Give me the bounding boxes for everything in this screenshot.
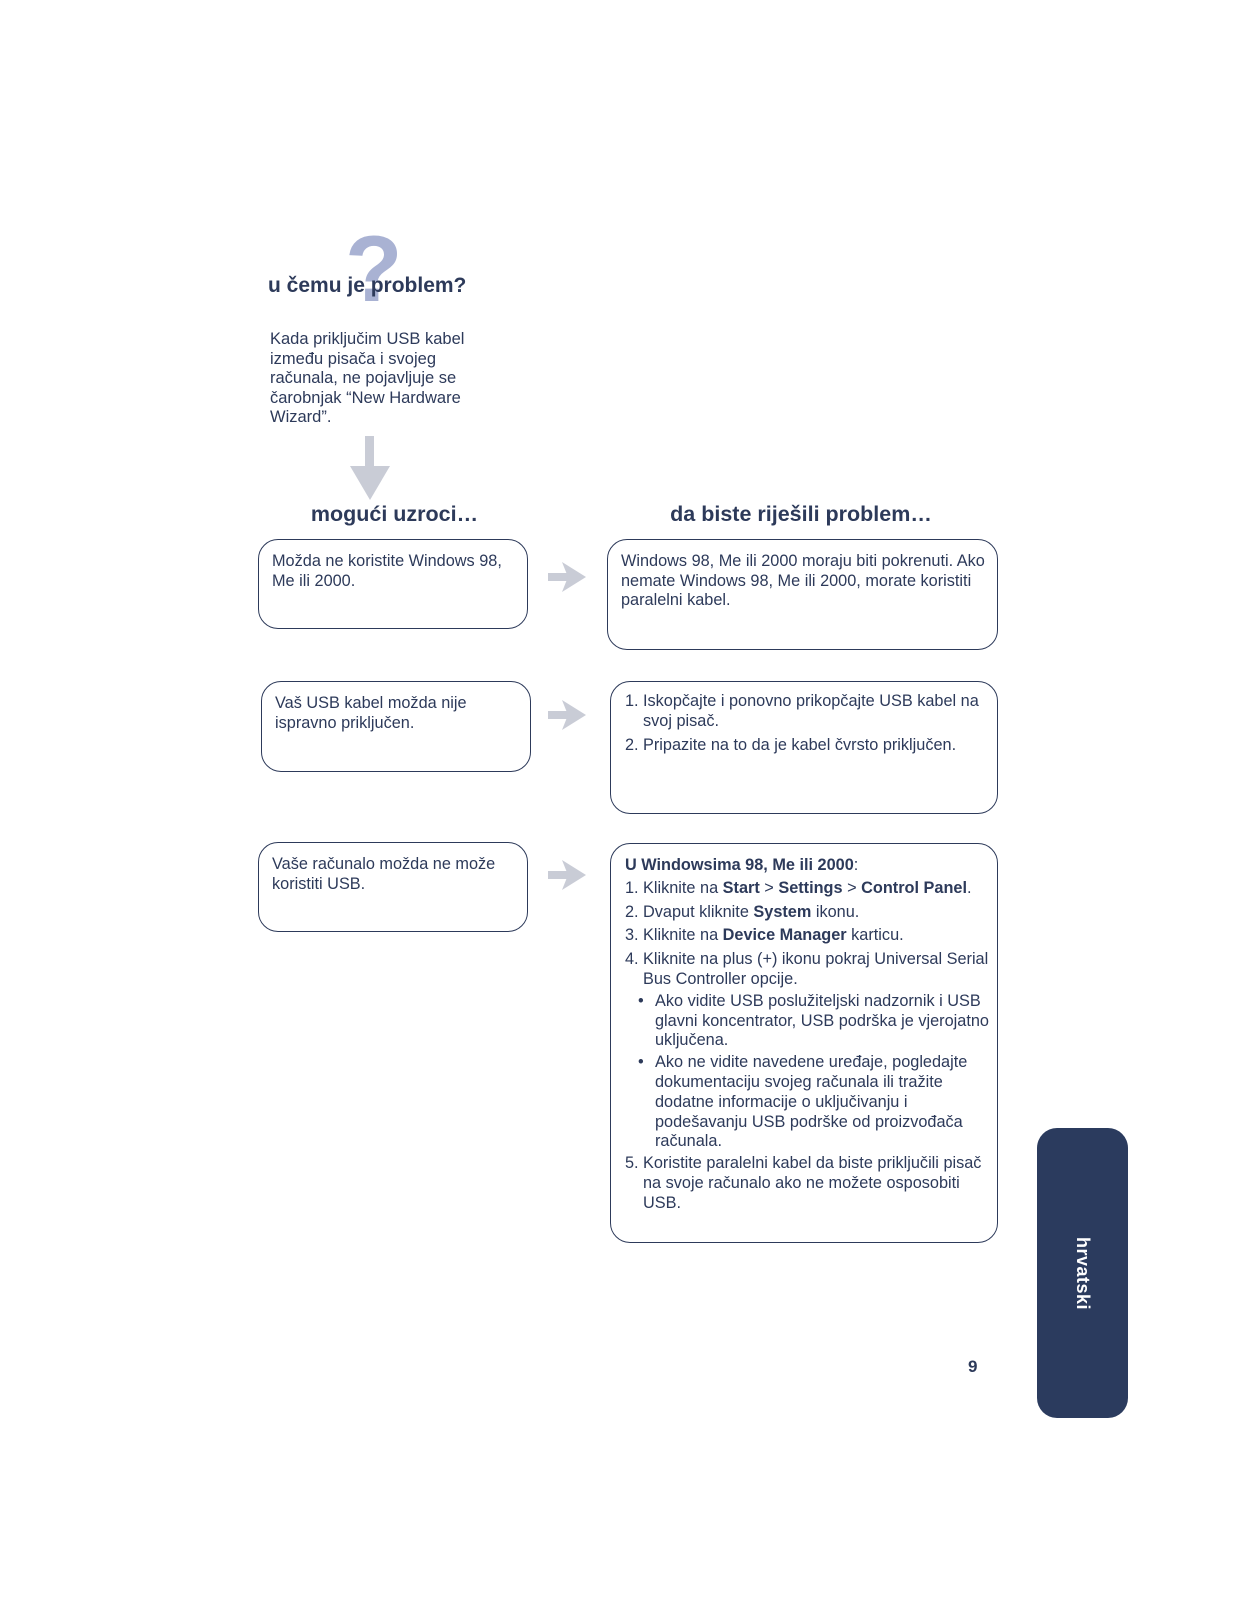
solution-steps xyxy=(625,879,991,1214)
bullet-item: • Ako vidite USB poslužiteljski nadzornik i USB glavni koncentrator, USB podrška je vjerojatno uključena. xyxy=(638,991,989,1050)
right-arrow-icon xyxy=(548,700,586,730)
list-item: 2. Dvaput kliknite System ikonu. xyxy=(625,902,860,921)
solution-box-3 xyxy=(610,843,998,1243)
list-item: 5. Koristite paralelni kabel da biste priključili pisač na svoje računalo ako ne možete osposobiti USB. xyxy=(625,1154,982,1212)
down-arrow-icon xyxy=(350,436,390,502)
list-item: 1. Kliknite na Start > Settings > Control Panel. xyxy=(625,878,972,897)
bullet-list xyxy=(625,992,991,1152)
language-label: hrvatski xyxy=(1072,1236,1093,1310)
language-tab xyxy=(1037,1128,1128,1418)
list-item: 4. Kliknite na plus (+) ikonu pokraj Universal Serial Bus Controller opcije. • Ako vidite USB poslužiteljski nadzornik i USB glavni koncentrator, USB podrška je vjerojatno uključena. • Ako ne vidite navedene uređaje, pogledajte dokumentaciju svojeg računala ili tražite dodatne informacije o uključivanju i podešavanju USB podrške od proizvođača računala. xyxy=(625,950,991,1152)
question-mark-icon: ? xyxy=(345,216,403,321)
problem-description: Kada priključim USB kabel između pisača i svojeg računala, ne pojavljuje se čarobnjak “New Hardware Wizard”. xyxy=(270,330,465,426)
cause-box-1 xyxy=(258,539,528,629)
cause-box-2 xyxy=(261,681,531,772)
list-item: 2. Pripazite na to da je kabel čvrsto priključen. xyxy=(625,736,957,754)
bullet-item: • Ako ne vidite navedene uređaje, pogledajte dokumentaciju svojeg računala ili tražite dodatne informacije o uključivanju i podešavanju USB podrške od proizvođača računala. xyxy=(638,1053,968,1151)
list-item: 3. Kliknite na Device Manager karticu. xyxy=(625,926,904,945)
solution-text: Windows 98, Me ili 2000 moraju biti pokrenuti. Ako nemate Windows 98, Me ili 2000, morate koristiti paralelni kabel. xyxy=(621,552,985,609)
page-number: 9 xyxy=(968,1357,978,1376)
solution-box-2 xyxy=(610,681,998,814)
solutions-heading: da biste riješili problem… xyxy=(670,502,932,526)
solution-steps xyxy=(625,692,985,756)
right-arrow-icon xyxy=(548,562,586,592)
list-item: 1. Iskopčajte i ponovno prikopčajte USB kabel na svoj pisač. xyxy=(625,692,979,730)
right-arrow-icon xyxy=(548,860,586,890)
solution-heading: U Windowsima 98, Me ili 2000: xyxy=(625,856,859,874)
causes-heading: mogući uzroci… xyxy=(310,502,479,526)
solution-box-1 xyxy=(607,539,998,650)
problem-title: u čemu je problem? xyxy=(268,274,467,297)
cause-text: Vaš USB kabel možda nije ispravno priključen. xyxy=(275,694,467,732)
cause-text: Vaše računalo možda ne može koristiti USB. xyxy=(272,855,496,893)
cause-box-3 xyxy=(258,842,528,932)
cause-text: Možda ne koristite Windows 98, Me ili 2000. xyxy=(272,552,502,590)
